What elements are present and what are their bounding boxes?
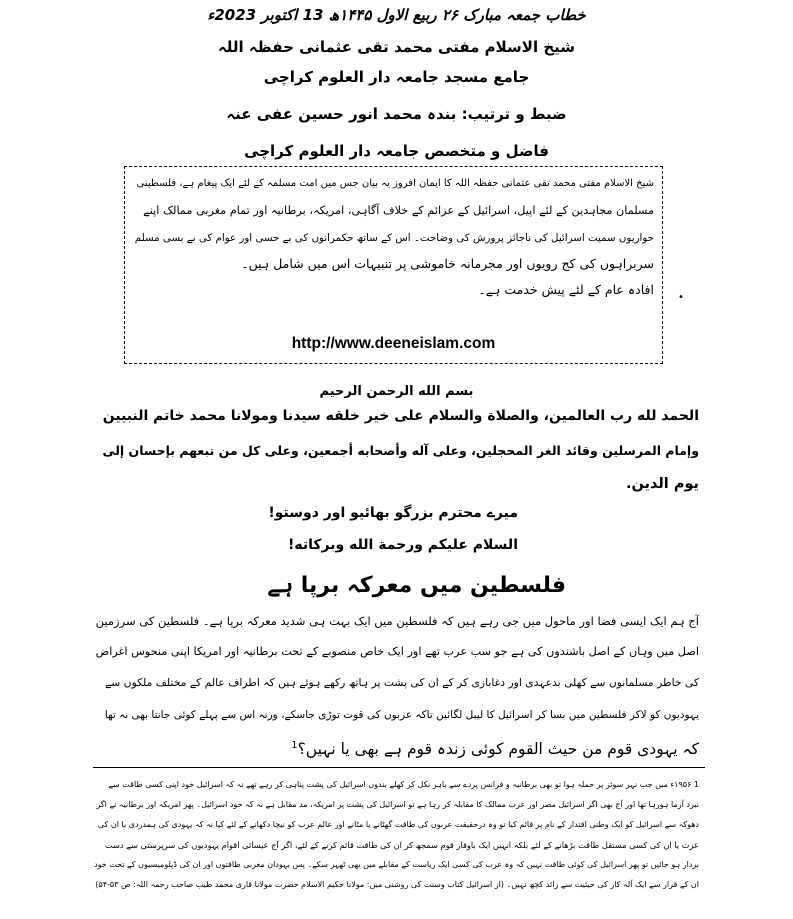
footnote-marker[interactable]: 1 bbox=[291, 740, 298, 751]
intro-line: مسلمان مجاہدین کے لئے اپیل، اسرائیل کے عزائم کے خلاف آگاہی، امریکہ، برطانیہ اور تمام مغربی ممالک اپنے bbox=[143, 204, 654, 217]
body-line bbox=[291, 734, 699, 761]
body-line: یہودیوں کو لاکر فلسطین میں بسا کر اسرائیل کا لیبل لگائیں تاکہ عربوں کی قوت توڑی جاسکے، ورنہ اس سے پہلے کوئی جانتا بھی نہ تھا bbox=[104, 709, 699, 721]
intro-line: حواریوں سمیت اسرائیل کی ناجائز پرورش کی وضاحت۔ اس کے ساتھ حکمرانوں کی بے حسی اور عوام کی بے بسی مسلم bbox=[134, 232, 654, 244]
footnote-divider bbox=[93, 767, 705, 768]
compiler-title-line: فاضل و متخصص جامعہ دار العلوم کراچی bbox=[244, 142, 549, 160]
intro-line: افادہ عام کے لئے پیش خدمت ہے۔ bbox=[478, 282, 654, 297]
section-heading: فلسطین میں معرکہ برپا ہے bbox=[267, 573, 566, 598]
footnote-line: ان کے قرار سے ایک آلہ کار کی حیثیت سے زائد کچھ نہیں۔ (از اسرائیل کتاب وسنت کی روشنی میں: مولانا حکیم الاسلام حضرت مولانا قاری محمد طیب صاحب رحمہ اللہ: ص ۵۳-۵۴) bbox=[95, 880, 699, 889]
footnote-line: عزت یا ان کی کسی مستقل طاقت بڑھانے کے لئے بلکہ انہیں ایک باوقار قوم سمجھ کر ان کی طاقت قائم کرنے کے لئے، اگر آج عیسائی اقوام یہودیوں کی سرپرستی سے دست bbox=[104, 840, 699, 850]
speaker-name: شیخ الاسلام مفتی محمد تقی عثمانی حفظہ اللہ bbox=[217, 38, 576, 56]
salutation-greeting: السلام عليكم ورحمة الله وبركاته! bbox=[288, 537, 518, 553]
salutation-address: میرے محترم بزرگو بھائیو اور دوستو! bbox=[268, 505, 518, 521]
sermon-date-line: خطاب جمعہ مبارک ۲۶ ربیع الاول ۱۴۴۵ھ 13 اکتوبر 2023ء bbox=[207, 6, 586, 24]
arabic-khutbah-line: وإمام المرسلين وقائد الغر المحجلين، وعلى آله وأصحابه أجمعين، وعلى كل من تبعهم بإحسان إلى bbox=[102, 443, 699, 458]
footnote-line: بردار ہو جائیں تو پھر اسرائیل کی کوئی طاقت نہیں کہ وہ عرب کی کسی ایک ریاست کے مقابلے میں بھی ٹھہر سکے۔ پس یہودان مغربی طاقتوں اور ان کی ڈپلومیسیوں کے تحت خود bbox=[94, 860, 699, 869]
body-line: آج ہم ایک ایسی فضا اور ماحول میں جی رہے ہیں کہ فلسطین میں ایک بہت ہی شدید معرکہ برپا ہے۔ فلسطین کی سرزمین bbox=[95, 614, 699, 628]
body-line-text: کہ یہودی قوم من حیث القوم کوئی زندہ قوم ہے بھی یا نہیں؟ bbox=[297, 740, 699, 759]
intro-line: سربراہوں کی کج رویوں اور مجرمانہ خاموشی پر تنبیہات اس میں شامل ہیں۔ bbox=[241, 256, 654, 271]
body-line: کی خاطر مسلمانوں سے کھلی بدعہدی اور دغابازی کر کے ان کی پشت پر ہاتھ رکھے ہوئے ہیں کہ اطراف عالم کے مختلف ملکوں سے bbox=[104, 676, 699, 689]
website-link[interactable]: http://www.deeneislam.com bbox=[291, 335, 496, 352]
footnote-line: دھوکہ سے اسرائیل کو ایک وطنی اقتدار کے نام پر قائم کیا تو وہ درحقیقت عربوں کی طاقت گھٹانے یا مٹانے اور عالم عرب کو نیچا دکھانے کے لئے کیا نہ کہ یہودی کی ہمدردی یا ان کی bbox=[97, 820, 699, 829]
footnote-line: نبرد آزما ہورہا تھا اور آج بھی اگر اسرائیل مصر اور عرب ممالک کا مقابلہ کر رہا ہے تو اسرائیل کی پشت پر امریکہ، مد مقابل ہے نہ کہ خود اسرائیل۔ پھر امریکہ اور برطانیہ نے اگر bbox=[96, 800, 699, 809]
arabic-khutbah-line: الحمد لله رب العالمين، والصلاة والسلام على خير خلقه سيدنا ومولانا محمد خاتم النبيين bbox=[102, 408, 699, 424]
footnote-line: 1 ۱۹۵۶ء میں جب نہر سوئز پر حملہ ہوا تو بھی برطانیہ و فرانس پردے سے باہر نکل کر کھلے بندوں اسرائیل کی پشت پناہی کر رہے تھے نہ کہ اسرائیل خود اپنی کسی طاقت سے bbox=[108, 780, 699, 789]
arabic-khutbah-line: يوم الدين. bbox=[625, 476, 699, 492]
intro-box bbox=[124, 166, 663, 364]
compiler-line: ضبط و ترتیب: بندہ محمد انور حسین عفی عنہ bbox=[226, 105, 567, 123]
bismillah: بسم الله الرحمن الرحيم bbox=[319, 384, 474, 399]
venue-line: جامع مسجد جامعہ دار العلوم کراچی bbox=[263, 68, 530, 86]
intro-line: شیخ الاسلام مفتی محمد تقی عثمانی حفظہ اللہ کا ایمان افروز یہ بیان جس میں امت مسلمہ کے لئے ایک پیغام ہے، فلسطینی bbox=[136, 178, 654, 189]
stray-dot: • bbox=[678, 292, 684, 303]
body-line: اصل میں وہاں کے اصل باشندوں کی ہے جو سب عرب تھے اور ایک خاص منصوبے کے تحت برطانیہ اور امریکا اپنی منحوس اغراض bbox=[95, 645, 699, 658]
